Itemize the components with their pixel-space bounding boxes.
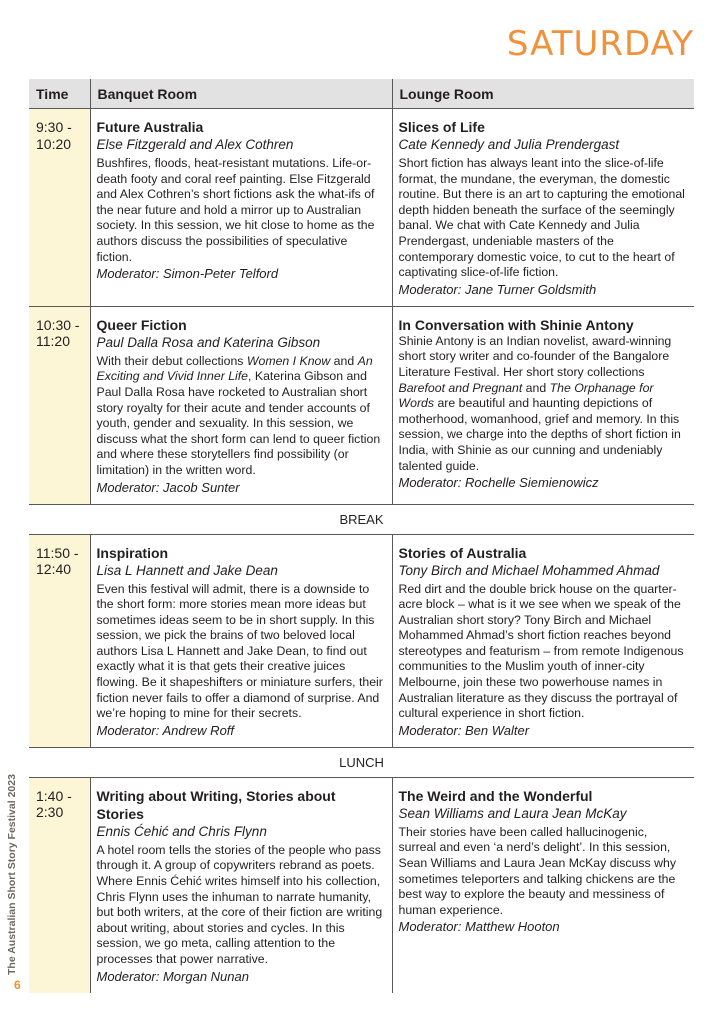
lunch-label: LUNCH — [29, 747, 694, 777]
session-title: In Conversation with Shinie Antony — [398, 316, 634, 333]
session-title: Inspiration — [96, 544, 169, 561]
banquet-session — [90, 306, 392, 504]
session-authors: Paul Dalla Rosa and Katerina Gibson — [96, 334, 321, 350]
festival-name: The Australian Short Story Festival 2023 — [6, 774, 18, 975]
session-authors: Tony Birch and Michael Mohammed Ahmad — [398, 562, 660, 578]
desc-text: , Katerina Gibson and Paul Dalla Rosa have rocketed to Australian short story royalty for their acute and tender accounts of youth, gender and sexuality. In this session, we discuss what the short form can lend to queer fiction and where these storytellers find possibility (or limitation) in the written word. — [96, 369, 381, 477]
break-row — [29, 504, 694, 534]
session-title: Queer Fiction — [96, 316, 187, 333]
page-number: 6 — [14, 978, 21, 992]
time-slot: 11:50 - 12:40 — [36, 544, 79, 577]
session-row — [29, 534, 694, 747]
lounge-session — [392, 306, 694, 504]
desc-text: and — [330, 353, 358, 368]
desc-text: are beautiful and haunting depictions of motherhood, womanhood, grief and memory. In this session, we charge into the depths of short fiction in India, with Shinie as our cunning and undeniably talented guide. — [398, 396, 681, 473]
session-description: Bushfires, floods, heat-resistant mutations. Life-or-death footy and coral reef painting. Else Fitzgerald and Alex Cothren’s short fictions ask the what-ifs of the near future and hold a mirror up to Australian society. In this session, we hit close to home as the authors discuss the possibilities of speculative fiction. — [96, 156, 375, 264]
break-row — [29, 747, 694, 777]
banquet-session — [90, 777, 392, 992]
time-slot: 1:40 - 2:30 — [36, 787, 72, 821]
desc-text: Shinie Antony is an Indian novelist, award-winning short story writer and co-founder of the Bangalore Literature Festival. Her short story collections — [398, 333, 672, 379]
lounge-session — [392, 534, 694, 747]
session-moderator: Moderator: Simon-Peter Telford — [96, 266, 279, 282]
session-moderator: Moderator: Rochelle Siemienowicz — [398, 475, 599, 491]
session-description — [97, 354, 386, 479]
session-row — [29, 109, 694, 307]
session-description: Even this festival will admit, there is a downside to the short form: more stories mean more ideas but sometimes ideas seem to be in short supply. In this session, we pick the brains of two beloved local authors Lisa L Hannett and Jake Dean, to find out exactly what it is that gets their creative juices flowing. Be it shapeshifters or miniature surfers, their fiction never fails to offer a diamond of surprise. And we’re hoping to mine for their secrets. — [96, 581, 383, 721]
session-moderator: Moderator: Matthew Hooton — [398, 919, 560, 935]
session-authors: Lisa L Hannett and Jake Dean — [96, 562, 278, 578]
schedule-table — [29, 79, 694, 993]
book-title: The Orphanage for Words — [398, 380, 654, 411]
session-authors: Cate Kennedy and Julia Prendergast — [398, 137, 620, 152]
session-title: Slices of Life — [398, 119, 485, 135]
time-cell — [29, 109, 90, 307]
time-slot: 9:30 - 10:20 — [36, 119, 72, 152]
banquet-session — [90, 109, 392, 307]
book-title: Barefoot and Pregnant — [398, 380, 523, 395]
session-title: The Weird and the Wonderful — [398, 787, 593, 804]
session-moderator: Moderator: Jane Turner Goldsmith — [398, 281, 597, 297]
session-description — [399, 334, 689, 474]
header-row — [29, 79, 694, 109]
desc-text: and — [522, 380, 550, 395]
column-header-banquet-room: Banquet Room — [90, 79, 392, 109]
session-moderator: Moderator: Jacob Sunter — [96, 479, 240, 495]
session-row — [29, 306, 694, 504]
time-cell — [29, 777, 90, 992]
break-label: BREAK — [29, 504, 694, 534]
column-header-lounge-room: Lounge Room — [392, 79, 694, 109]
session-authors: Else Fitzgerald and Alex Cothren — [96, 137, 294, 152]
page-title: SATURDAY — [506, 24, 694, 64]
session-moderator: Moderator: Ben Walter — [398, 722, 530, 738]
session-title: Stories of Australia — [398, 544, 527, 561]
session-title: Future Australia — [96, 119, 204, 135]
book-title: An Exciting and Vivid Inner Life — [96, 353, 373, 384]
session-title: Writing about Writing, Stories about Stories — [96, 787, 336, 822]
session-authors: Sean Williams and Laura Jean McKay — [398, 805, 627, 821]
session-description: Red dirt and the double brick house on the quarter-acre block – what is it we see when we speak of the Australian short story? Tony Birch and Michael Mohammed Ahmad’s short fiction reaches beyond stereotypes and featurism – from remote Indigenous communities to the Muslim youth of inner-city Melbourne, join these two powerhouse names in Australian literature as they discuss the portrayal of cultural experience in short fiction. — [398, 581, 684, 721]
time-cell — [29, 534, 90, 747]
lounge-session — [392, 109, 694, 307]
session-description: A hotel room tells the stories of the people who pass through it. A group of copywriters rebrand as poets. Where Ennis Ćehić writes himself into his collection, Chris Flynn uses the inhuman to narrate humanity, but both writers, at the core of their fiction are writing about writing, about stories and cycles. In this session, we go meta, calling attention to the processes that power narrative. — [96, 842, 383, 966]
time-slot: 10:30 - 11:20 — [36, 316, 80, 350]
time-cell — [29, 306, 90, 504]
session-moderator: Moderator: Morgan Nunan — [96, 968, 249, 984]
desc-text: With their debut collections — [96, 353, 247, 368]
session-authors: Ennis Ćehić and Chris Flynn — [96, 823, 267, 839]
column-header-time: Time — [29, 79, 90, 109]
session-description: Their stories have been called hallucinogenic, surreal and even ‘a nerd’s delight’. In this session, Sean Williams and Laura Jean McKay discuss why sometimes teleporters and talking chickens are the best way to explore the beauty and messiness of human experience. — [398, 824, 676, 917]
banquet-session — [90, 534, 392, 747]
session-moderator: Moderator: Andrew Roff — [96, 722, 235, 738]
session-description: Short fiction has always leant into the slice-of-life format, the mundane, the everyman, the domestic routine. But there is an art to capturing the emotional depth hidden beneath the surface of the seemingly banal. We chat with Cate Kennedy and Julia Prendergast, undeniable masters of the contemporary domestic voice, to cut to the heart of captivating slice-of-life fiction. — [398, 156, 685, 280]
lounge-session — [392, 777, 694, 992]
session-row — [29, 777, 694, 992]
book-title: Women I Know — [246, 353, 331, 368]
